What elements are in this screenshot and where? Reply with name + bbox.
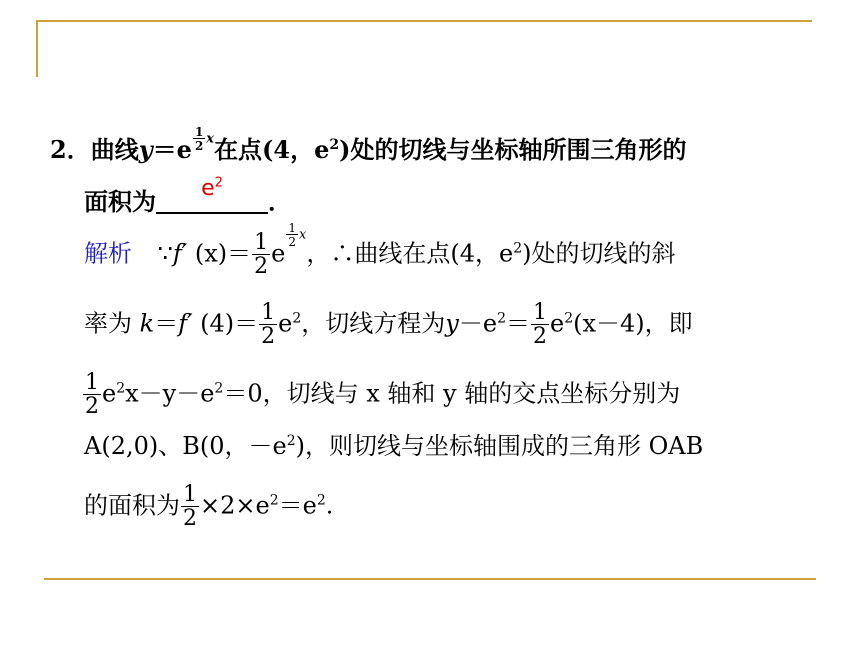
solution-label: 解析	[84, 239, 132, 268]
problem-text: )处的切线与坐标轴所围三角形的	[339, 135, 687, 164]
problem-line-2: 面积为 $e^2$ ．	[84, 175, 292, 216]
fraction: $\frac{1}{2}$	[532, 300, 547, 349]
fraction: $\frac{1}{2}$	[254, 230, 269, 279]
fraction: $\frac{1}{2}$	[85, 370, 99, 419]
problem-line-1: 2．曲线y＝e $\frac{1}{2}$ x在点(4，$e^2$)处的切线与坐标轴所围三角形的	[50, 125, 687, 164]
top-rule	[36, 20, 812, 22]
problem-text: 曲线	[90, 135, 139, 164]
solution-line-2: 率为 k＝f′ (4)＝ $\frac{1}{2}$ $e^2$，切线方程为$y-e^2=$ $\frac{1}{2}$ $e^2(x-4)$，即	[84, 300, 693, 349]
fraction: $\frac{1}{2}$	[261, 300, 276, 349]
solution-line-4: A(2,0)、B(0，$-e^2$)，则切线与坐标轴围成的三角形 OAB	[84, 432, 704, 460]
solution-line-1: 解析 ∵f′ (x)＝ $\frac{1}{2}$ e $\frac{1}{2}$ x，∴曲线在点(4，$e^2$)处的切线的斜	[84, 221, 676, 279]
fraction: $\frac{1}{2}$	[183, 482, 197, 531]
solution-line-5: 的面积为 $\frac{1}{2}$ $\times 2\times e^2=e^2$.	[84, 482, 334, 531]
problem-text: 面积为	[84, 187, 156, 216]
exponent: $\frac{1}{2}$ x	[288, 221, 307, 249]
problem-text: 在点(4，e	[214, 135, 330, 164]
equals: ＝	[152, 135, 177, 164]
left-rule	[36, 20, 38, 77]
bottom-rule	[44, 578, 816, 580]
exponent: $\frac{1}{2}$ x	[194, 125, 215, 153]
base-e: e	[176, 135, 192, 164]
exp-fraction: $\frac{1}{2}$	[194, 125, 204, 153]
var-y: y	[138, 135, 153, 164]
problem-number: 2．	[50, 135, 91, 164]
solution-line-3: $\frac{1}{2}$ $e^2x-y-e^2=0$，切线与 x 轴和 y 轴的交点坐标分别为	[85, 370, 681, 419]
answer-text: $e^2$	[201, 175, 223, 201]
